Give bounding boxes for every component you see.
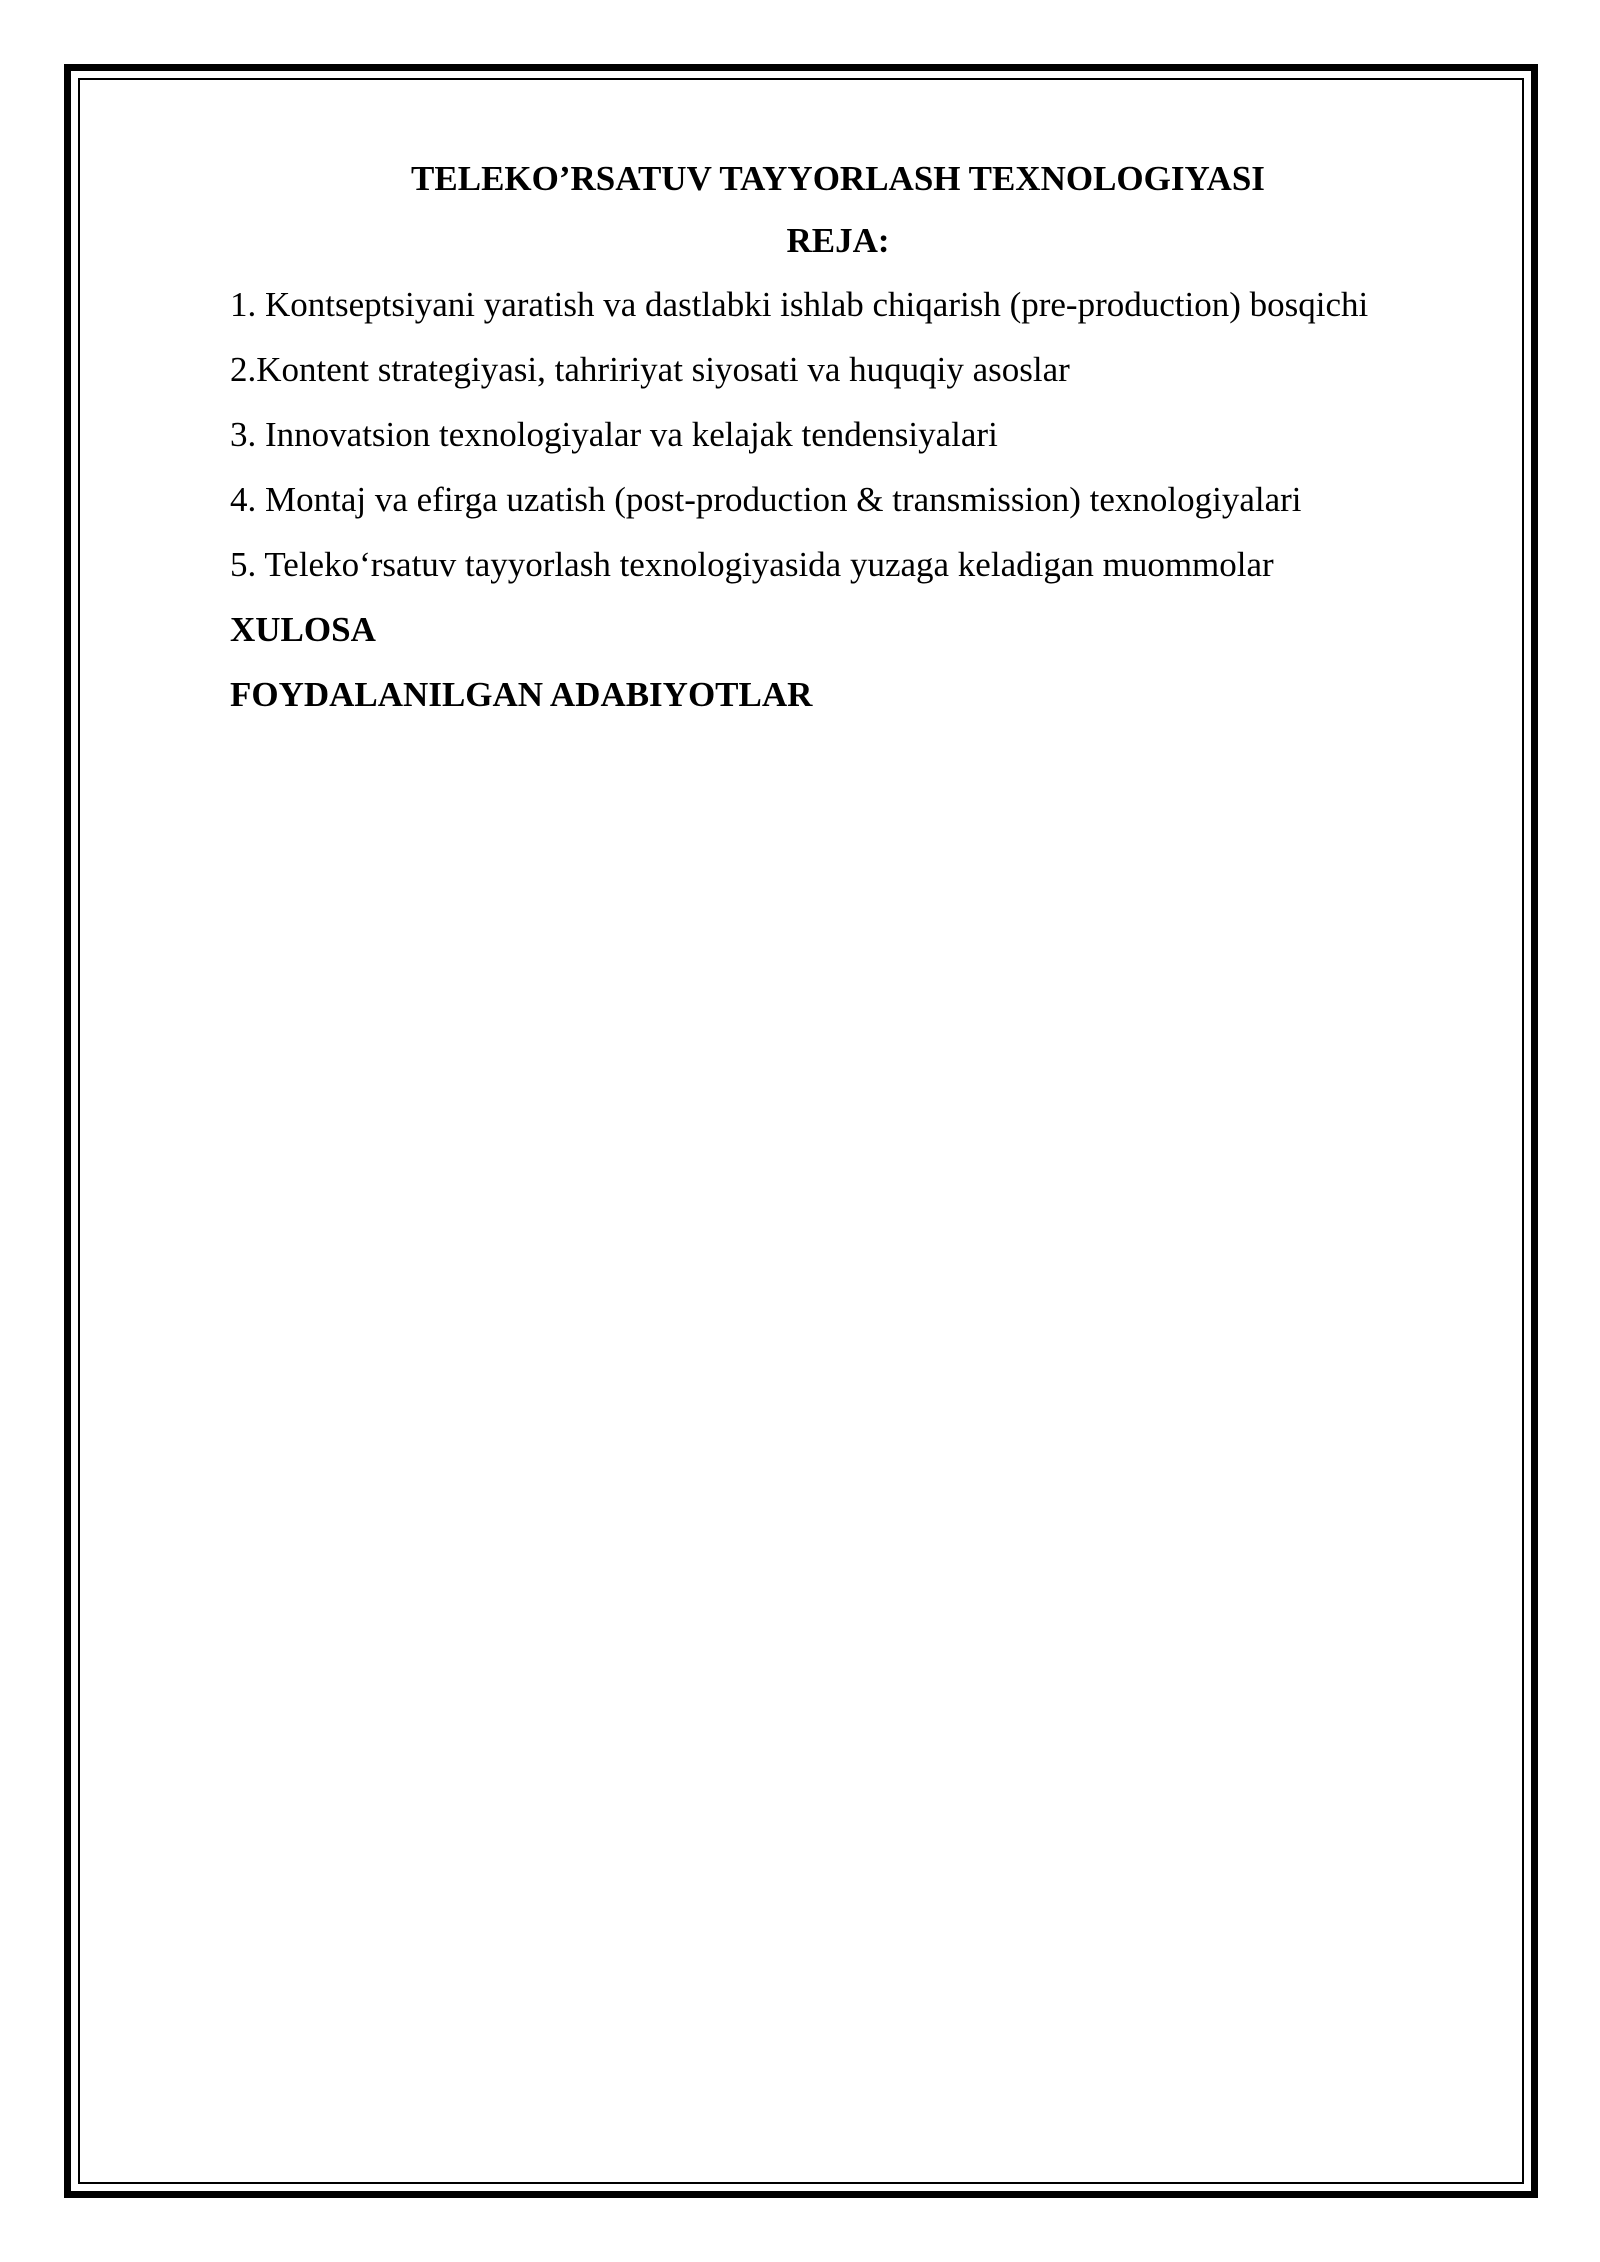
plan-list — [230, 272, 1480, 597]
conclusion-heading: XULOSA — [230, 610, 376, 649]
plan-item-3: 3. Innovatsion texnologiyalar va kelajak tendensiyalari — [230, 415, 998, 454]
plan-heading: REJA: — [786, 221, 890, 260]
document-content — [230, 148, 1480, 727]
plan-item-5: 5. Teleko‘rsatuv tayyorlash texnologiyasida yuzaga keladigan muommolar — [230, 545, 1274, 584]
document-title: TELEKO’RSATUV TAYYORLASH TEXNOLOGIYASI — [411, 159, 1265, 198]
plan-item-4: 4. Montaj va efirga uzatish (post-production & transmission) texnologiyalari — [230, 480, 1302, 519]
references-heading: FOYDALANILGAN ADABIYOTLAR — [230, 675, 813, 714]
plan-item-2: 2.Kontent strategiyasi, tahririyat siyosati va huquqiy asoslar — [230, 350, 1070, 389]
plan-item-1: 1. Kontseptsiyani yaratish va dastlabki ishlab chiqarish (pre-production) bosqichi — [230, 285, 1369, 324]
